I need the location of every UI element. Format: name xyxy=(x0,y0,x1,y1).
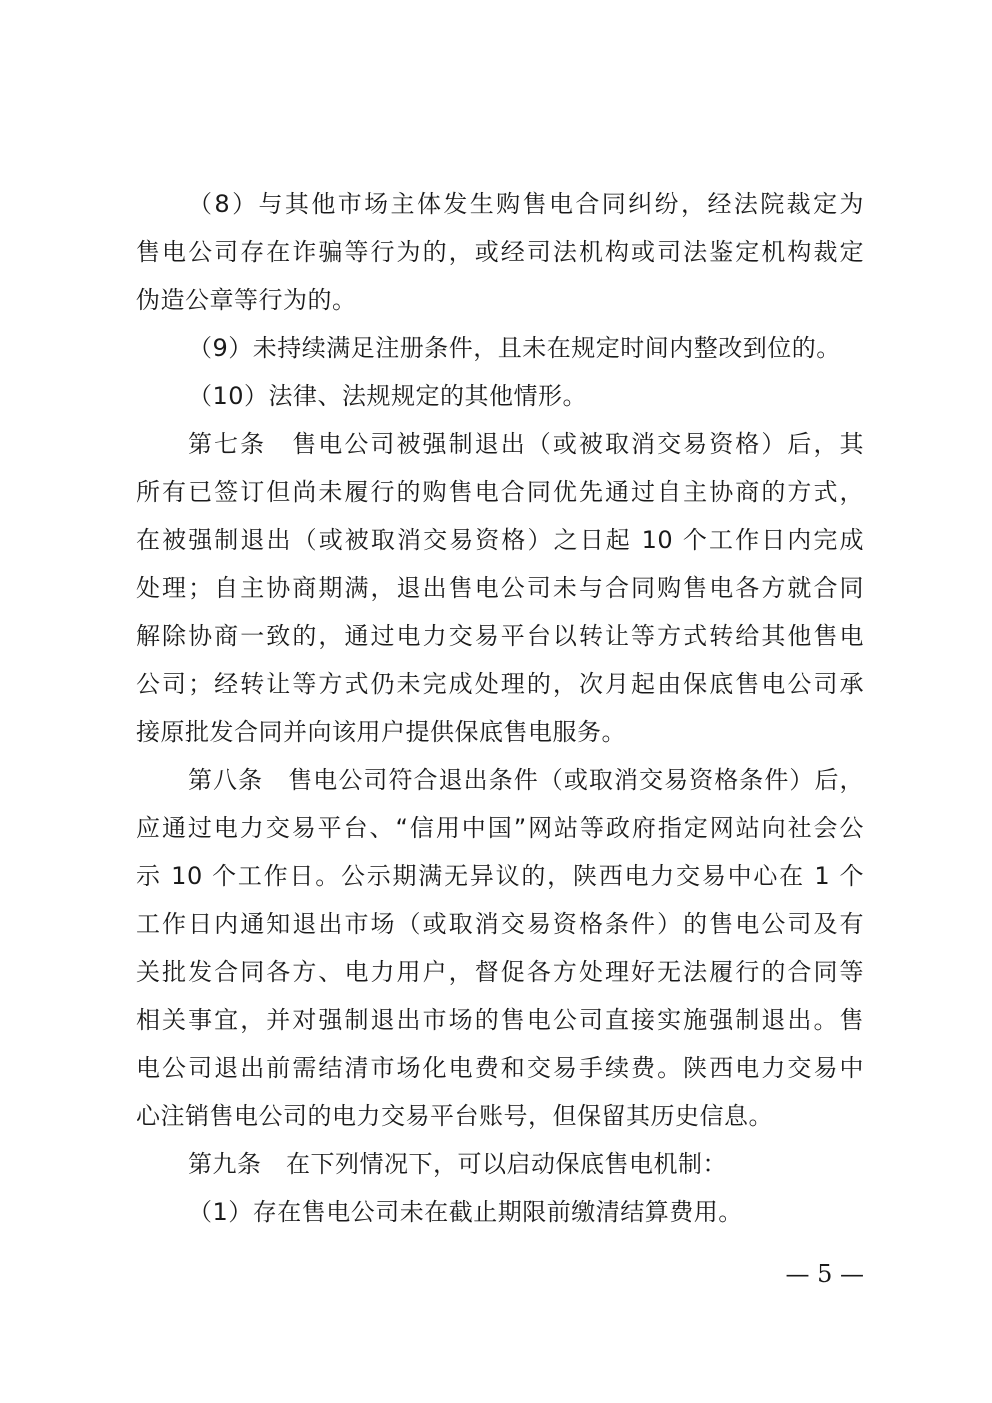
text-line: 售电公司存在诈骗等行为的，或经司法机构或司法鉴定机构裁定 xyxy=(136,238,864,266)
text-line: 工作日内通知退出市场（或取消交易资格条件）的售电公司及有 xyxy=(136,910,864,938)
text-line: 接原批发合同并向该用户提供保底售电服务。 xyxy=(136,718,626,746)
text-line: （10）法律、法规规定的其他情形。 xyxy=(188,382,588,410)
text-line: （8）与其他市场主体发生购售电合同纠纷，经法院裁定为 xyxy=(188,190,864,218)
document-body xyxy=(136,180,864,1236)
text-line: 示 10 个工作日。公示期满无异议的，陕西电力交易中心在 1 个 xyxy=(136,862,864,890)
article-8-heading-line: 第八条 售电公司符合退出条件（或取消交易资格条件）后， xyxy=(188,766,864,794)
text-line: 公司；经转让等方式仍未完成处理的，次月起由保底售电公司承 xyxy=(136,670,864,698)
article-7-heading-line: 第七条 售电公司被强制退出（或被取消交易资格）后，其 xyxy=(188,430,864,458)
text-line: （1）存在售电公司未在截止期限前缴清结算费用。 xyxy=(188,1198,743,1226)
article-9-heading-line: 第九条 在下列情况下，可以启动保底售电机制： xyxy=(188,1150,727,1178)
text-line: 电公司退出前需结清市场化电费和交易手续费。陕西电力交易中 xyxy=(136,1054,864,1082)
text-line: 处理；自主协商期满，退出售电公司未与合同购售电各方就合同 xyxy=(136,574,864,602)
text-line: 所有已签订但尚未履行的购售电合同优先通过自主协商的方式， xyxy=(136,478,864,506)
text-line: 在被强制退出（或被取消交易资格）之日起 10 个工作日内完成 xyxy=(136,526,864,554)
text-line: 解除协商一致的，通过电力交易平台以转让等方式转给其他售电 xyxy=(136,622,864,650)
page-number: — 5 — xyxy=(785,1260,864,1288)
text-line: 心注销售电公司的电力交易平台账号，但保留其历史信息。 xyxy=(136,1102,773,1130)
text-line: 伪造公章等行为的。 xyxy=(136,286,357,314)
text-line: （9）未持续满足注册条件，且未在规定时间内整改到位的。 xyxy=(188,334,841,362)
text-line: 相关事宜，并对强制退出市场的售电公司直接实施强制退出。售 xyxy=(136,1006,864,1034)
text-line: 应通过电力交易平台、“信用中国”网站等政府指定网站向社会公 xyxy=(136,814,864,842)
text-line: 关批发合同各方、电力用户，督促各方处理好无法履行的合同等 xyxy=(136,958,864,986)
